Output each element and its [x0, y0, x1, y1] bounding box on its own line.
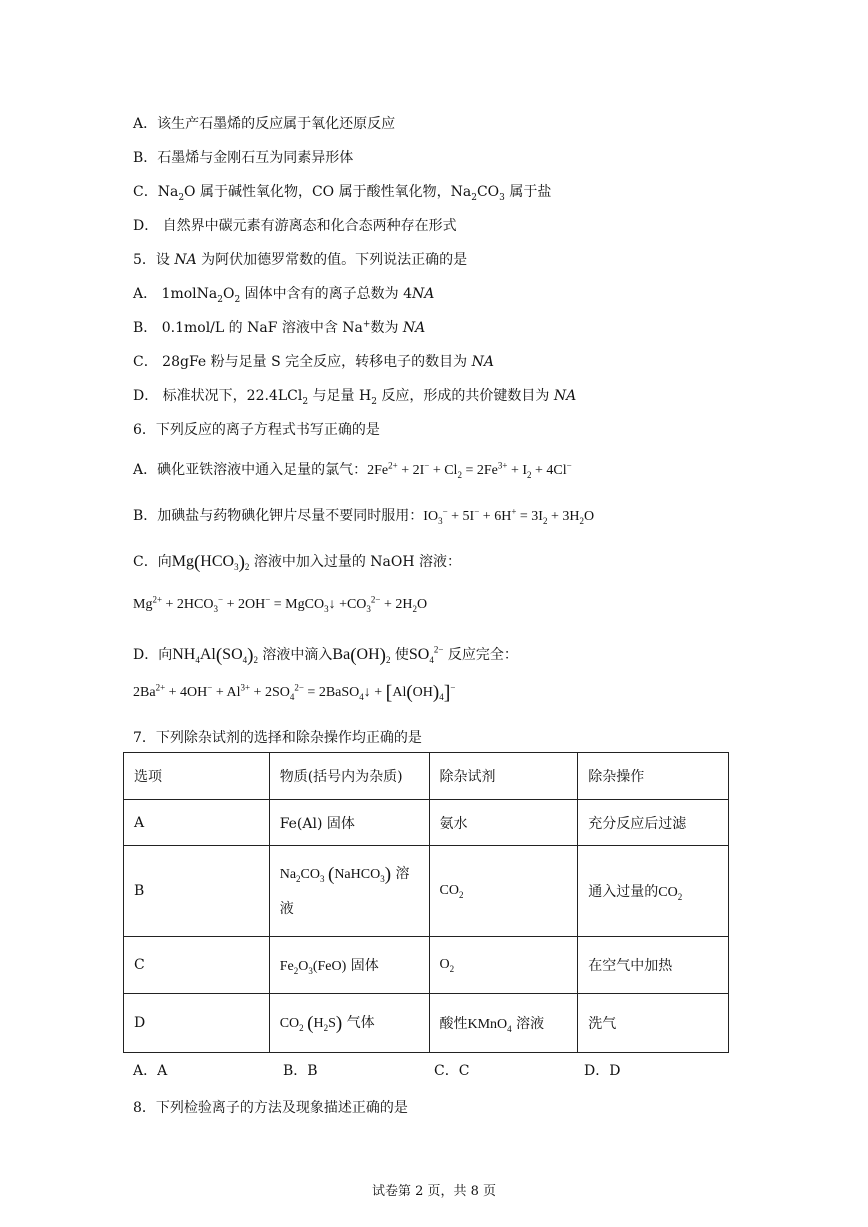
table-cell: A	[124, 800, 270, 846]
table-cell: 在空气中加热	[578, 937, 729, 994]
q4-option-a: A．该生产石墨烯的反应属于氧化还原反应	[133, 116, 396, 132]
table-cell: C	[124, 937, 270, 994]
table-row	[124, 846, 729, 937]
q6-option-a: A．碘化亚铁溶液中通入足量的氯气：$2Fe^{2+} + 2I^- + Cl_2 = 2Fe^{3+} + I_2 + 4Cl^-$	[133, 460, 572, 480]
table-cell: $CO_2$	[429, 846, 578, 937]
table-header-row	[124, 753, 729, 800]
q4-option-b: B．石墨烯与金刚石互为同素异形体	[133, 150, 354, 166]
q7-answer-b: B．B	[283, 1063, 318, 1079]
table-cell: 氨水	[429, 800, 578, 846]
table-cell: 酸性KMnO$_4$ 溶液	[429, 994, 578, 1053]
q7-answer-d: D．D	[584, 1063, 621, 1079]
q7-stem: 7．下列除杂试剂的选择和除杂操作均正确的是	[133, 730, 422, 746]
table-cell: B	[124, 846, 270, 937]
q6-option-b: B．加碘盐与药物碘化钾片尽量不要同时服用：$IO_3^- + 5I^- + 6H^+ = 3I_2 + 3H_2O$	[133, 506, 595, 526]
q7-answer-a: A．A	[133, 1063, 168, 1079]
q5-option-a: A． $1molNa_2O_2$ 固体中含有的离子总数为 4NA	[133, 286, 435, 305]
table-row	[124, 800, 729, 846]
table-cell: $CO_2$ $(H_2S)$ 气体	[269, 994, 429, 1053]
q4-option-d: D． 自然界中碳元素有游离态和化合态两种存在形式	[133, 218, 457, 234]
q5-stem: 5．设 NA 为阿伏加德罗常数的值。下列说法正确的是	[133, 252, 468, 268]
table-cell: Fe(Al) 固体	[269, 800, 429, 846]
q4-option-c: C．$Na_2O$ 属于碱性氧化物，CO 属于酸性氧化物，$Na_2CO_3$ 属于盐	[133, 184, 552, 203]
table-cell: D	[124, 994, 270, 1053]
table-row	[124, 937, 729, 994]
table-header-cell: 物质(括号内为杂质)	[269, 753, 429, 800]
q6-option-d-equation: $2Ba^{2+} + 4OH^- + Al^{3+} + 2SO_4^{2-}$ = 2BaSO$_4$↓ + $[Al(OH)_4]^-$	[133, 682, 456, 704]
page-footer: 试卷第 2 页，共 8 页	[371, 1184, 497, 1199]
table-cell: $Fe_2O_3(FeO)$ 固体	[269, 937, 429, 994]
q5-option-c: C． 28gFe 粉与足量 S 完全反应，转移电子的数目为 NA	[133, 354, 494, 370]
q8-stem: 8．下列检验离子的方法及现象描述正确的是	[133, 1100, 408, 1116]
q5-option-b: B． 0.1mol/L 的 NaF 溶液中含 Na+数为 NA	[133, 319, 426, 336]
table-header-cell: 除杂试剂	[429, 753, 578, 800]
q7-answer-c: C．C	[434, 1063, 470, 1079]
table-cell: 洗气	[578, 994, 729, 1053]
table-cell: 充分反应后过滤	[578, 800, 729, 846]
table-cell: 通入过量的$CO_2$	[578, 846, 729, 937]
table-header-cell: 除杂操作	[578, 753, 729, 800]
q6-stem: 6．下列反应的离子方程式书写正确的是	[133, 422, 380, 438]
q6-option-d: D．向$NH_4Al(SO_4)_2$ 溶液中滴入$Ba(OH)_2$ 使$SO_4^{2-}$ 反应完全：	[133, 644, 518, 666]
q6-option-c-equation: $Mg^{2+} + 2HCO_3^- + 2OH^-$ = MgCO$_3$↓ $+CO_3^{2-} + 2H_2O$	[133, 594, 428, 614]
table-cell: $Na_2CO_3$ (NaHCO$_3$) 溶 液	[269, 846, 429, 937]
table-row	[124, 994, 729, 1053]
q5-option-d: D． 标准状况下，22.4LCl$_2$ 与足量 $H_2$ 反应，形成的共价键数目为 NA	[133, 388, 577, 407]
table-cell: $O_2$	[429, 937, 578, 994]
q7-table	[123, 752, 729, 1053]
q6-option-c: C．向$Mg(HCO_3)_2$ 溶液中加入过量的 NaOH 溶液：	[133, 552, 462, 573]
table-header-cell: 选项	[124, 753, 270, 800]
